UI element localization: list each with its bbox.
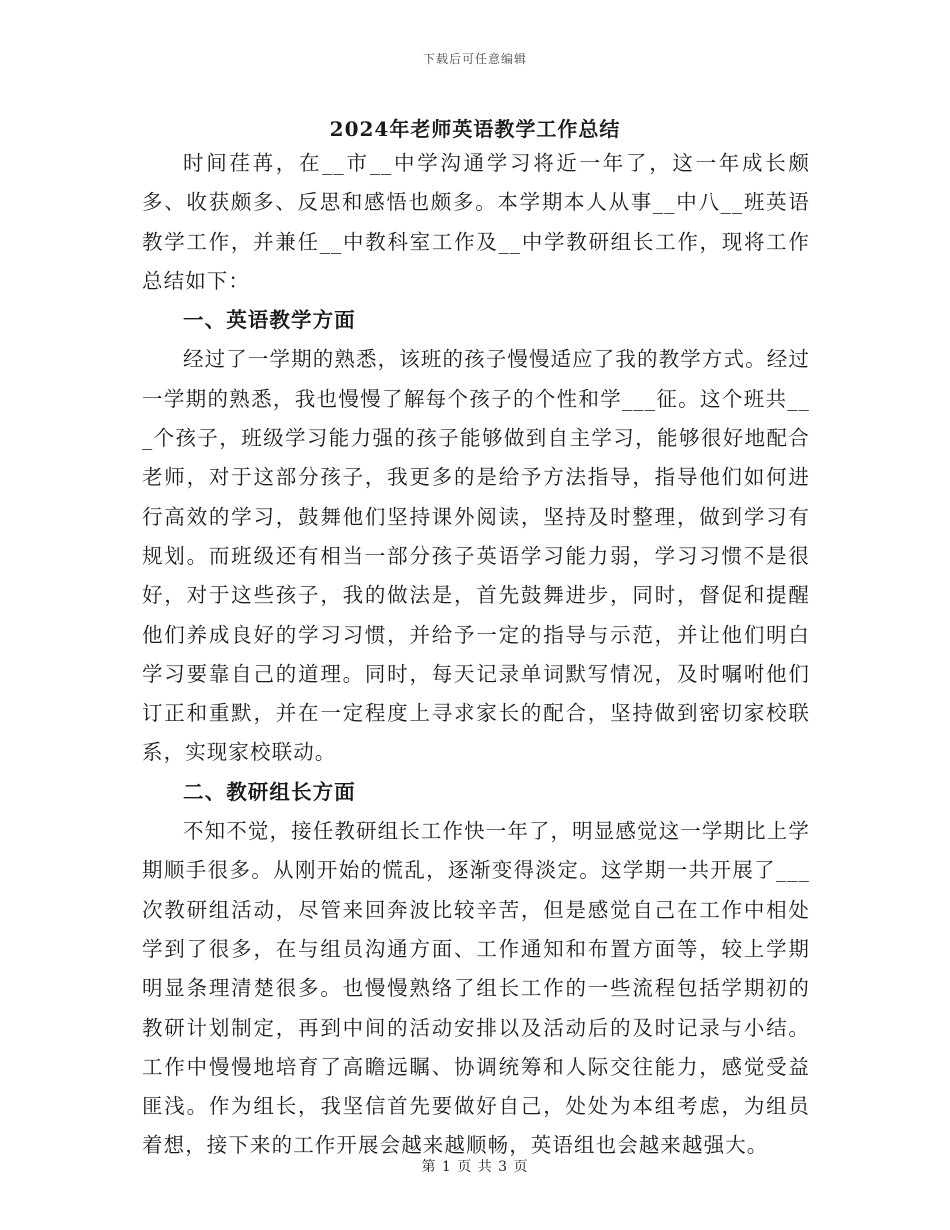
english-teaching-paragraph: 经过了一学期的熟悉，该班的孩子慢慢适应了我的教学方式。经过一学期的熟悉，我也慢慢了解每个孩子的个性和学___征。这个班共___个孩子，班级学习能力强的孩子能够做到自主学习，能够很好地配合老师，对于这部分孩子，我更多的是给予方法指导，指导他们如何进行高效的学习，鼓舞他们坚持课外阅读，坚持及时整理，做到学习有规划。而班级还有相当一部分孩子英语学习能力弱，学习习惯不是很好，对于这些孩子，我的做法是，首先鼓舞进步，同时，督促和提醒他们养成良好的学习习惯，并给予一定的指导与示范，并让他们明白学习要靠自己的道理。同时，每天记录单词默写情况，及时嘱咐他们订正和重默，并在一定程度上寻求家长的配合，坚持做到密切家校联系，实现家校联动。 — [142, 347, 810, 765]
intro-paragraph: 时间荏苒，在__市__中学沟通学习将近一年了，这一年成长颇多、收获颇多、反思和感悟也颇多。本学期本人从事__中八__班英语教学工作，并兼任__中教科室工作及__中学教研组长工作，现将工作总结如下： — [142, 151, 810, 293]
section-heading-research-group: 二、教研组长方面 — [183, 779, 356, 804]
section-heading-english-teaching: 一、英语教学方面 — [183, 308, 356, 333]
document-title: 2024年老师英语教学工作总结 — [329, 117, 621, 141]
header-note: 下载后可任意编辑 — [422, 52, 527, 66]
research-group-paragraph: 不知不觉，接任教研组长工作快一年了，明显感觉这一学期比上学期顺手很多。从刚开始的慌乱，逐渐变得淡定。这学期一共开展了___次教研组活动，尽管来回奔波比较辛苦，但是感觉自己在工作中相处学到了很多，在与组员沟通方面、工作通知和布置方面等，较上学期明显条理清楚很多。也慢慢熟络了组长工作的一些流程包括学期初的教研计划制定，再到中间的活动安排以及活动后的及时记录与小结。工作中慢慢地培育了高瞻远瞩、协调统筹和人际交往能力，感觉受益匪浅。作为组长，我坚信首先要做好自己，处处为本组考虑，为组员着想，接下来的工作开展会越来越顺畅，英语组也会越来越强大。 — [142, 819, 810, 1158]
page-number: 第 1 页 共 3 页 — [421, 1159, 529, 1175]
document-body — [142, 144, 810, 1166]
